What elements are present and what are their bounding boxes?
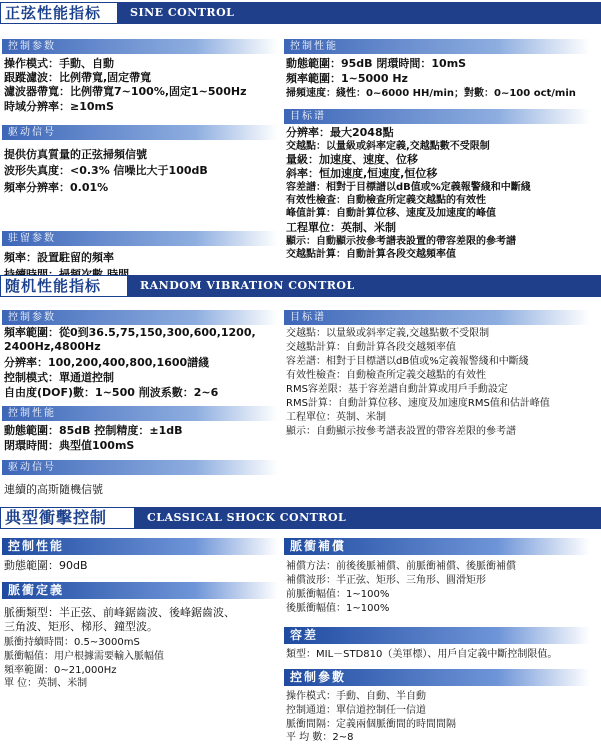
sine-dwell-line-0: 頻率：設置駐留的頻率 [4, 251, 114, 264]
shock-cp-line-0: 操作模式：手動、自動、半自動 [286, 691, 426, 702]
shock-cp-line-3: 平 均 數：2~8 [286, 732, 354, 743]
random-drive-line-0: 連續的高斯隨機信號 [4, 483, 103, 496]
shock-def-line-0: 脈衝類型：半正弦、前峰鋸齒波、後峰鋸齒波、 [4, 606, 235, 619]
sine-title-en: SINE CONTROL [118, 2, 601, 24]
shock-pulse-comp-label: 脈衝補償 [284, 538, 590, 555]
shock-def-line-1: 三角波、矩形、梯形、鐘型波。 [4, 620, 158, 633]
shock-tolerance-label: 容差 [284, 627, 590, 644]
random-cp-line-2: 分辨率：100,200,400,800,1600譜綫 [4, 356, 210, 369]
shock-control-perf-label: 控制性能 [2, 538, 278, 555]
shock-comp-line-0: 補償方法：前後後脈補償、前脈衝補償、後脈衝補償 [286, 561, 516, 572]
shock-def-line-3: 脈衝幅值：用户根據需要輸入脈幅值 [4, 651, 164, 662]
random-target-line-0: 交越點：以量級或斜率定義,交越點數不受限制 [286, 328, 490, 339]
sine-title-cn: 正弦性能指标 [0, 2, 118, 24]
sine-target-line-1: 交越點：以量級或斜率定義,交越點數不受限制 [286, 141, 490, 152]
sine-target-line-0: 分辨率：最大2048點 [286, 126, 394, 139]
random-target-line-1: 交越點計算：自動計算各段交越頻率值 [286, 342, 456, 353]
random-target-line-6: 工程單位：英制、米制 [286, 412, 386, 423]
shock-def-line-2: 脈衝持續時間：0.5~3000mS [4, 637, 140, 648]
shock-tol-line-0: 類型：MIL－STD810（美軍標）、用戶自定義中斷控制限值。 [286, 649, 558, 660]
sine-drive-label: 驱动信号 [2, 125, 278, 140]
sine-target-label: 目标谱 [284, 109, 590, 124]
shock-cp-line-2: 脈衝間隔：定義兩個脈衝間的時間間隔 [286, 719, 456, 730]
sine-control-params-label: 控制参数 [2, 39, 278, 54]
random-target-label: 目标谱 [284, 310, 590, 325]
shock-title-en: CLASSICAL SHOCK CONTROL [135, 507, 601, 529]
random-target-line-2: 容差譜：相對于目標譜以dB值或%定義報警綫和中斷綫 [286, 356, 529, 367]
shock-def-line-5: 單 位：英制、米制 [4, 678, 88, 689]
sine-cp-line-2: 濾波器帶寬：比例帶寬7~100%,固定1~500Hz [4, 85, 247, 98]
random-target-line-5: RMS計算：自動計算位移、速度及加速度RMS值和估計峰值 [286, 398, 550, 409]
shock-comp-line-2: 前脈衝幅值：1~100% [286, 589, 390, 600]
random-cp-line-0: 頻率範圍：從0到36.5,75,150,300,600,1200, [4, 326, 256, 339]
random-target-line-7: 顯示：自動顯示按參考譜表設置的帶容差限的參考譜 [286, 426, 516, 437]
shock-title-cn: 典型衝擊控制 [0, 507, 135, 529]
sine-perf-line-0: 動態範圍：95dB 閉環時間：10mS [286, 57, 467, 70]
shock-perf-line-0: 動態範圍：90dB [4, 559, 88, 572]
sine-cp-line-3: 時域分辨率：≥10mS [4, 100, 114, 113]
random-cp-line-3: 控制模式：單通道控制 [4, 371, 114, 384]
sine-target-line-8: 顯示：自動顯示按參考譜表設置的帶容差限的參考譜 [286, 236, 516, 247]
shock-cp-line-1: 控制通道：單信道控制任一信道 [286, 705, 426, 716]
sine-cp-line-0: 操作模式：手動、自動 [4, 57, 114, 70]
sine-target-line-9: 交越點計算：自動計算各段交越頻率值 [286, 249, 456, 260]
sine-control-perf-label: 控制性能 [284, 39, 590, 54]
sine-perf-line-2: 掃頻速度：綫性：0~6000 HH/min；對數：0~100 oct/min [286, 88, 576, 99]
shock-def-line-4: 頻率範圍：0~21,000Hz [4, 665, 117, 676]
random-control-params-label: 控制参数 [2, 310, 278, 325]
random-perf-line-1: 閉環時間：典型值100mS [4, 439, 135, 452]
sine-dwell-label: 驻留参数 [2, 231, 278, 246]
random-banner [0, 275, 601, 297]
random-drive-label: 驱动信号 [2, 460, 278, 475]
shock-control-params-label: 控制參數 [284, 669, 590, 686]
shock-pulse-def-label: 脈衝定義 [2, 582, 278, 599]
random-title-cn: 随机性能指标 [0, 275, 128, 297]
sine-target-line-2: 量級：加速度、速度、位移 [286, 153, 418, 166]
random-title-en: RANDOM VIBRATION CONTROL [128, 275, 601, 297]
sine-drive-line-2: 頻率分辨率：0.01% [4, 181, 109, 194]
shock-banner [0, 507, 601, 529]
sine-target-line-3: 斜率：恒加速度,恒速度,恒位移 [286, 167, 438, 180]
sine-drive-line-1: 波形失真度：<0.3% 信噪比大于100dB [4, 164, 208, 177]
random-cp-line-4: 自由度(DOF)數：1~500 削波系數：2~6 [4, 386, 219, 399]
sine-target-line-6: 峰值計算：自動計算位移、速度及加速度的峰值 [286, 208, 496, 219]
random-perf-line-0: 動態範圍：85dB 控制精度：±1dB [4, 424, 183, 437]
sine-target-line-5: 有效性檢查：自動檢查所定義交越點的有效性 [286, 195, 486, 206]
random-cp-line-1: 2400Hz,4800Hz [4, 340, 101, 353]
sine-perf-line-1: 頻率範圍：1~5000 Hz [286, 72, 408, 85]
sine-target-line-4: 容差譜：相對于目標譜以dB值或%定義報警綫和中斷綫 [286, 182, 531, 193]
random-target-line-3: 有效性檢查：自動檢查所定義交越點的有效性 [286, 370, 486, 381]
shock-comp-line-1: 補償波形：半正弦、矩形、三角形、圓滑矩形 [286, 575, 486, 586]
sine-target-line-7: 工程單位：英制、米制 [286, 221, 396, 234]
sine-drive-line-0: 提供仿真質量的正弦掃頻信號 [4, 148, 147, 161]
random-control-perf-label: 控制性能 [2, 406, 278, 421]
shock-comp-line-3: 後脈衝幅值：1~100% [286, 603, 390, 614]
sine-cp-line-1: 跟蹤濾波：比例帶寬,固定帶寬 [4, 71, 152, 84]
random-target-line-4: RMS容差限：基于容差譜自動計算或用戶手動設定 [286, 384, 508, 395]
sine-banner [0, 2, 601, 24]
